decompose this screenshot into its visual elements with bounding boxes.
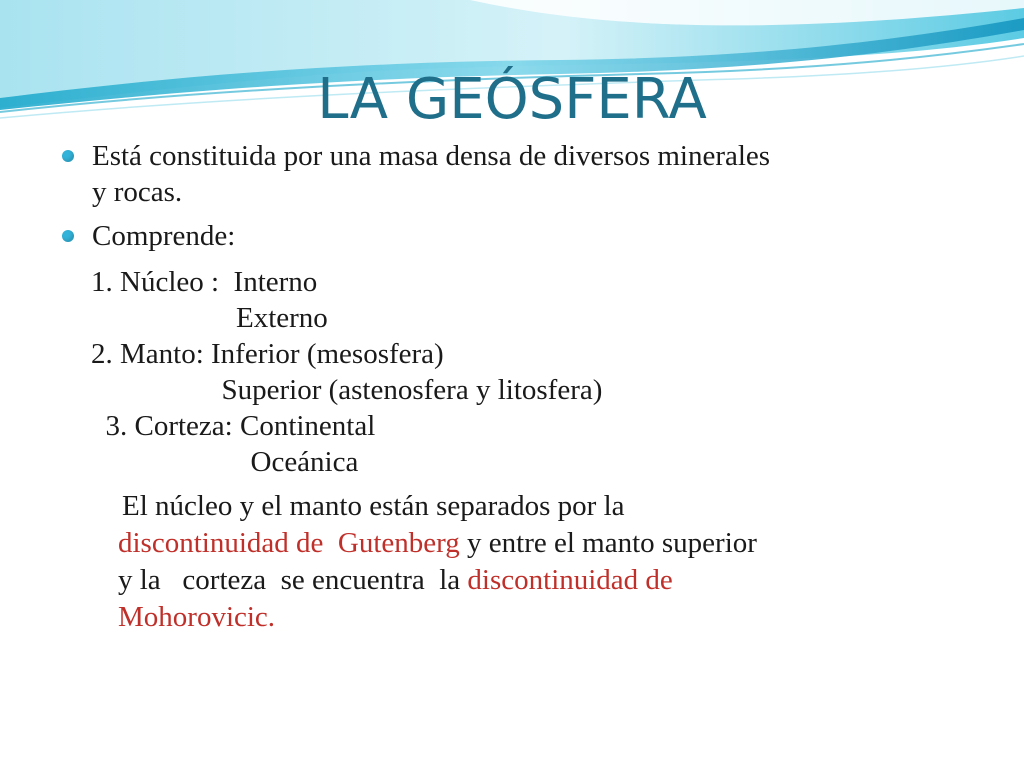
- mohorovicic-discontinuity-term: discontinuidad de: [467, 564, 673, 596]
- bullet-text-line: Está constituida por una masa densa de diversos minerales: [92, 140, 771, 172]
- paragraph-line: [118, 562, 962, 599]
- bullet-item: [62, 218, 962, 254]
- paragraph-line: [118, 525, 962, 562]
- bullet-dot-icon: [62, 150, 74, 162]
- paragraph-text: y entre el manto superior: [459, 527, 757, 559]
- slide-title: LA GEÓSFERA: [317, 67, 707, 132]
- structure-line-externo: Externo: [62, 302, 328, 334]
- bullet-text-line: y rocas.: [92, 176, 183, 208]
- structure-line-manto: 2. Manto: Inferior (mesosfera): [62, 338, 444, 370]
- slide-body: [62, 132, 962, 636]
- structure-line-superior: Superior (astenosfera y litosfera): [62, 374, 603, 406]
- gutenberg-discontinuity-term: discontinuidad de Gutenberg: [118, 527, 460, 559]
- explanation-paragraph: [62, 488, 962, 636]
- structure-line-corteza: 3. Corteza: Continental: [62, 410, 376, 442]
- structure-line-nucleo: 1. Núcleo : Interno: [62, 266, 318, 298]
- mohorovicic-term: Mohorovicic.: [118, 601, 276, 633]
- paragraph-line: El núcleo y el manto están separados por la: [122, 490, 625, 522]
- structure-line-oceanica: Oceánica: [62, 446, 359, 478]
- paragraph-text: y la corteza se encuentra la: [118, 564, 468, 596]
- bullet-dot-icon: [62, 230, 74, 242]
- structure-list: [62, 264, 962, 480]
- bullet-item: [62, 138, 962, 210]
- bullet-text-line: Comprende:: [92, 220, 236, 252]
